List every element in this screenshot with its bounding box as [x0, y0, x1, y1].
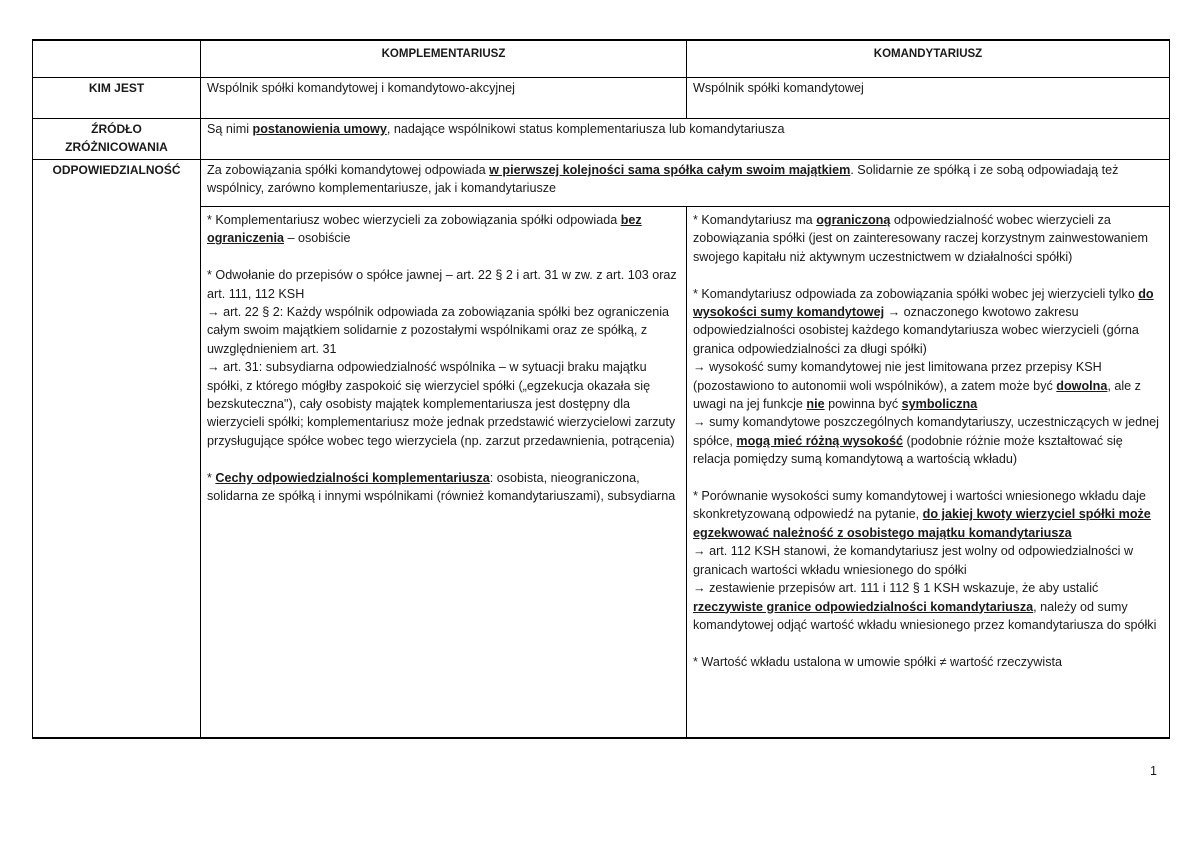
kd-1c: odpowiedzialność wobec wierzycieli za zobowiązania spółki (jest on zainteresowany raczej korzystnym zainwestowaniem swojego kapitału niż aktywnym uczestnictwem w działalności spółki): [693, 213, 1148, 264]
kd-3e: powinna być: [824, 397, 902, 412]
kp-5c: : osobista, nieograniczona, solidarna ze spółką i innymi wspólnikami (również komandytariuszami), subsydiarna: [207, 470, 676, 504]
label-odpowiedzialnosc: ODPOWIEDZIALNOŚĆ: [33, 160, 201, 739]
header-komplementariusz: KOMPLEMENTARIUSZ: [201, 40, 687, 78]
kd-para-5: [693, 487, 1163, 542]
komandytariusz-detail: [687, 207, 1170, 739]
header-empty-cell: [33, 40, 201, 78]
row-zrodlo: [33, 119, 1170, 160]
kp-para-4: → art. 31: subsydiarna odpowiedzialność wspólnika – w sytuacji braku majątku spółki, z którego mógłby zaspokoić się wierzyciel spółki („egzekucja okazała się bezskuteczna"), cały osobisty majątek komplementariusza jest dostępny dla wierzycieli spółki; komplementariusz może jednak przedstawić wierzycielowi zarzuty przysługujące spółce wobec tego wierzyciela (np. zarzut przedawnienia, potrącenia): [207, 360, 676, 448]
odpowiedzialnosc-text: [201, 160, 1170, 207]
kd-5b: do jakiej kwoty wierzyciel spółki może egzekwować należność z osobistego majątku komandytariusza: [693, 507, 1151, 540]
kim-jest-komplementariusz: Wspólnik spółki komandytowej i komandytowo-akcyjnej: [201, 78, 687, 119]
komplementariusz-detail: [201, 207, 687, 739]
row-kim-jest: [33, 78, 1170, 119]
kim-jest-komandytariusz: Wspólnik spółki komandytowej: [687, 78, 1170, 119]
kd-7b: rzeczywiste granice odpowiedzialności komandytariusza: [693, 599, 1034, 614]
kd-3d: nie: [806, 397, 825, 412]
kd-4b: mogą mieć różną wysokość: [736, 433, 903, 448]
header-komandytariusz: KOMANDYTARIUSZ: [687, 40, 1170, 78]
zrodlo-text-2: , nadające wspólnikowi status komplementariusza lub komandytariusza: [386, 122, 785, 136]
kd-para-8: * Wartość wkładu ustalona w umowie spółki ≠ wartość rzeczywista: [693, 654, 1062, 669]
kd-2c: → oznaczonego kwotowo zakresu odpowiedzialności osobistej każdego komandytariusza wobec wierzycieli (górna granica odpowiedzialności za długi spółki): [693, 305, 1139, 356]
page-number: 1: [1150, 764, 1157, 778]
zrodlo-text: [201, 119, 1170, 160]
kd-para-7: [693, 579, 1163, 634]
kp-para-3: → art. 22 § 2: Każdy wspólnik odpowiada za zobowiązania spółki bez ograniczenia całym swoim majątkiem solidarnie z pozostałymi wspólnikami oraz ze spółką, z uwzględnieniem art. 31: [207, 305, 670, 356]
kd-2b: do wysokości sumy komandytowej: [693, 286, 1154, 320]
odp-text-2: . Solidarnie ze spółką i ze sobą odpowiadają też wspólnicy, zarówno komplementariusze, jak i komandytariusze: [207, 163, 1119, 196]
odp-text-emph: w pierwszej kolejności sama spółka całym swoim majątkiem: [489, 163, 851, 177]
label-zrodlo: [33, 119, 201, 160]
row-odpowiedzialnosc: [33, 160, 1170, 207]
kd-5a: * Porównanie wysokości sumy komandytowej i wartości wniesionego wkładu daje skonkretyzowaną odpowiedź na pytanie,: [693, 489, 1146, 522]
kd-3b: dowolna: [1056, 378, 1108, 393]
kd-para-4: [693, 413, 1163, 468]
kp-para-5: [207, 469, 680, 506]
kp-1a: * Komplementariusz wobec wierzycieli za zobowiązania spółki odpowiada: [207, 213, 621, 227]
comparison-table: [32, 39, 1170, 739]
kd-para-3: [693, 358, 1163, 413]
kd-para-2: [693, 285, 1163, 359]
kd-1b: ograniczoną: [816, 213, 891, 227]
kd-3c: , ale z uwagi na jej funkcje: [693, 378, 1141, 412]
label-zrodlo-line2: ZRÓŻNICOWANIA: [65, 140, 168, 155]
kd-4c: (podobnie różnie może kształtować się relacja pomiędzy sumą komandytową a wartością wkładu): [693, 433, 1123, 467]
odp-text-1: Za zobowiązania spółki komandytowej odpowiada: [207, 163, 490, 177]
row-detail: [33, 207, 1170, 739]
kp-1b: bez ograniczenia: [207, 213, 642, 246]
kd-3f: symboliczna: [901, 397, 978, 412]
zrodlo-text-emph: postanowienia umowy: [252, 122, 387, 136]
kd-para-6: → art. 112 KSH stanowi, że komandytariusz jest wolny od odpowiedzialności w granicach wartości wkładu wniesionego do spółki: [693, 544, 1134, 577]
kp-para-2: * Odwołanie do przepisów o spółce jawnej – art. 22 § 2 i art. 31 w zw. z art. 103 oraz art. 111, 112 KSH: [207, 268, 677, 301]
zrodlo-text-1: Są nimi: [207, 122, 253, 136]
kp-5b: Cechy odpowiedzialności komplementariusza: [215, 470, 490, 485]
kp-para-1: [207, 211, 680, 248]
kp-5a: *: [207, 470, 216, 485]
kd-7a: → zestawienie przepisów art. 111 i 112 § 1 KSH wskazuje, że aby ustalić: [693, 581, 1099, 596]
kd-para-1: [693, 211, 1163, 266]
kd-2a: * Komandytariusz odpowiada za zobowiązania spółki wobec jej wierzycieli tylko: [693, 286, 1139, 301]
label-zrodlo-line1: ŹRÓDŁO: [91, 122, 142, 136]
kp-1c: – osobiście: [283, 231, 351, 246]
label-kim-jest: KIM JEST: [33, 78, 201, 119]
kd-3a: → wysokość sumy komandytowej nie jest limitowana przez przepisy KSH (pozostawiono to autonomii woli wspólników), a zatem może być: [693, 360, 1102, 393]
header-row: [33, 40, 1170, 78]
kd-7c: , należy od sumy komandytowej odjąć wartość wkładu wniesionego przez komandytariusza do spółki: [693, 599, 1157, 632]
kd-4a: → sumy komandytowe poszczególnych komandytariuszy, uczestniczących w jednej spółce,: [693, 415, 1159, 448]
kd-1a: * Komandytariusz ma: [693, 213, 817, 227]
